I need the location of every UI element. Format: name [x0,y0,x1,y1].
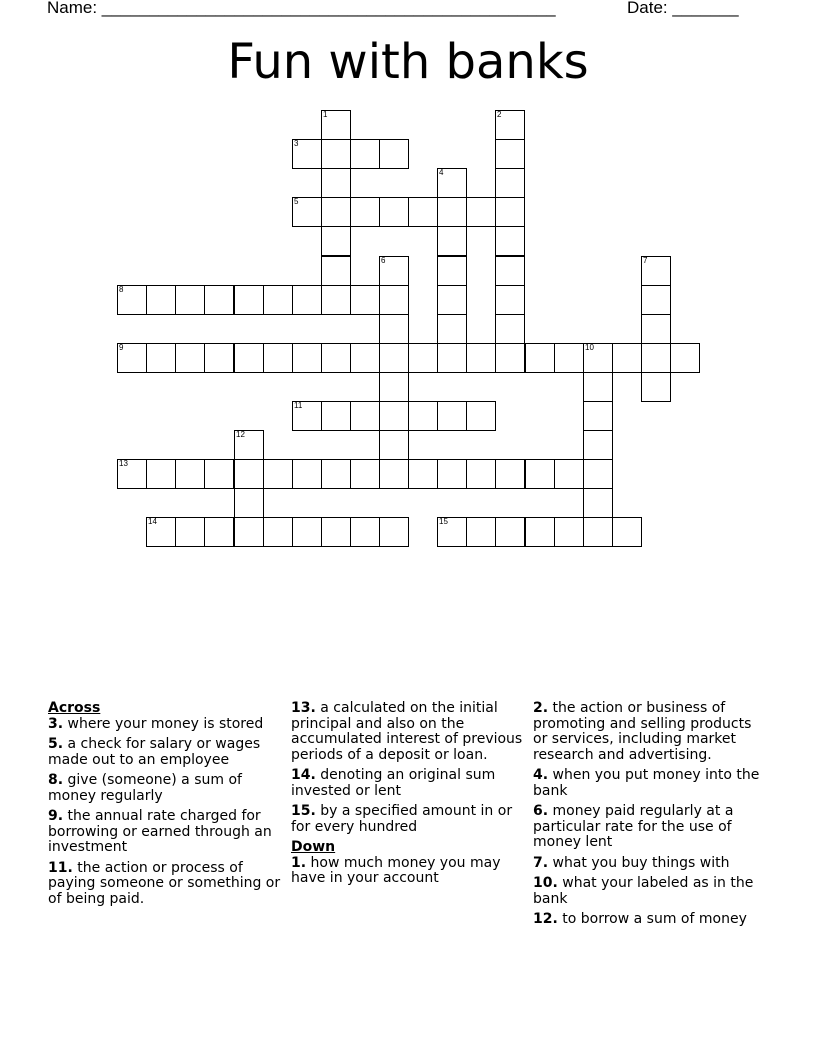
clue-down-12 [533,912,769,928]
crossword-cell[interactable] [583,488,613,518]
clue-down-2 [533,701,769,763]
clue-down-1 [291,856,527,887]
crossword-cell[interactable] [583,372,613,402]
crossword-cell[interactable] [641,314,671,344]
clues-column-2 [291,701,527,892]
clue-text: to borrow a sum of money [562,911,747,927]
crossword-cell[interactable] [641,343,671,373]
crossword-cell[interactable] [321,139,351,169]
crossword-cell[interactable] [175,517,205,547]
crossword-cell[interactable] [234,517,264,547]
crossword-cell[interactable] [379,285,409,315]
cell-number: 7 [643,256,648,265]
crossword-cell[interactable] [379,430,409,460]
crossword-cell[interactable] [495,139,525,169]
crossword-cell[interactable] [321,401,351,431]
crossword-cell[interactable] [204,517,234,547]
crossword-cell[interactable] [495,285,525,315]
clue-number: 10. [533,875,558,891]
crossword-cell[interactable] [350,343,380,373]
crossword-cell[interactable] [292,285,322,315]
clue-text: denoting an original sum invested or lent [291,767,496,799]
crossword-cell[interactable] [234,285,264,315]
clue-across-9 [48,809,284,856]
crossword-cell[interactable] [437,517,467,547]
cell-number: 3 [294,139,299,148]
crossword-cell[interactable] [321,285,351,315]
crossword-cell[interactable] [495,459,525,489]
clue-down-7 [533,856,769,872]
crossword-cell[interactable] [321,256,351,286]
crossword-cell[interactable] [670,343,700,373]
crossword-cell[interactable] [117,459,147,489]
clue-text: where your money is stored [67,715,264,732]
cell-number: 14 [148,517,157,526]
cell-number: 9 [119,343,124,352]
clue-down-6 [533,804,769,851]
date-field-label[interactable]: Date: _______ [627,0,739,17]
crossword-cell[interactable] [350,459,380,489]
crossword-cell[interactable] [437,401,467,431]
crossword-cell[interactable] [437,226,467,256]
crossword-cell[interactable] [495,256,525,286]
crossword-cell[interactable] [292,459,322,489]
crossword-cell[interactable] [292,343,322,373]
clue-across-11 [48,861,284,908]
crossword-cell[interactable] [321,197,351,227]
clue-across-13 [291,701,527,763]
crossword-cell[interactable] [321,459,351,489]
crossword-cell[interactable] [379,139,409,169]
crossword-cell[interactable] [495,343,525,373]
crossword-cell[interactable] [466,459,496,489]
clue-number: 3. [48,715,64,732]
clue-text: what you buy things with [552,854,730,871]
crossword-cell[interactable] [466,343,496,373]
crossword-cell[interactable] [466,517,496,547]
crossword-cell[interactable] [437,285,467,315]
crossword-cell[interactable] [525,343,555,373]
crossword-cell[interactable] [204,285,234,315]
clue-number: 6. [533,803,549,819]
crossword-cell[interactable] [495,314,525,344]
crossword-cell[interactable] [495,110,525,140]
crossword-cell[interactable] [554,459,584,489]
clue-text: money paid regularly at a particular rate for the use of money lent [533,803,734,850]
crossword-cell[interactable] [292,401,322,431]
crossword-cell[interactable] [408,401,438,431]
crossword-cell[interactable] [379,343,409,373]
crossword-cell[interactable] [525,459,555,489]
clue-number: 12. [533,911,558,927]
crossword-cell[interactable] [292,139,322,169]
clue-text: how much money you may have in your account [291,854,501,886]
crossword-cell[interactable] [234,430,264,460]
crossword-cell[interactable] [612,517,642,547]
crossword-cell[interactable] [437,168,467,198]
crossword-cell[interactable] [321,517,351,547]
crossword-cell[interactable] [175,459,205,489]
crossword-cell[interactable] [379,372,409,402]
crossword-cell[interactable] [583,459,613,489]
crossword-cell[interactable] [292,517,322,547]
clue-text: the action or business of promoting and selling products or services, including market research and advertising. [533,700,752,763]
clue-number: 7. [533,854,549,871]
crossword-cell[interactable] [350,285,380,315]
crossword-cell[interactable] [495,226,525,256]
crossword-cell[interactable] [204,459,234,489]
crossword-cell[interactable] [379,197,409,227]
clue-across-14 [291,768,527,799]
clue-text: the annual rate charged for borrowing or earned through an investment [48,808,272,855]
crossword-cell[interactable] [175,343,205,373]
crossword-cell[interactable] [263,517,293,547]
crossword-cell[interactable] [204,343,234,373]
crossword-cell[interactable] [379,459,409,489]
clue-number: 4. [533,767,549,783]
crossword-cell[interactable] [408,343,438,373]
clue-down-10 [533,876,769,907]
clue-text: what your labeled as in the bank [533,875,754,907]
crossword-cell[interactable] [350,197,380,227]
crossword-cell[interactable] [525,517,555,547]
crossword-cell[interactable] [379,401,409,431]
crossword-cell[interactable] [437,197,467,227]
clue-text: the action or process of paying someone or something or of being paid. [48,859,281,907]
crossword-cell[interactable] [379,314,409,344]
cell-number: 5 [294,197,299,206]
crossword-cell[interactable] [641,256,671,286]
crossword-cell[interactable] [146,459,176,489]
crossword-cell[interactable] [437,314,467,344]
cell-number: 15 [439,517,448,526]
crossword-cell[interactable] [350,401,380,431]
crossword-cell[interactable] [641,285,671,315]
crossword-cell[interactable] [583,401,613,431]
crossword-cell[interactable] [554,343,584,373]
crossword-cell[interactable] [263,459,293,489]
crossword-cell[interactable] [495,168,525,198]
crossword-cell[interactable] [583,343,613,373]
cell-number: 2 [497,110,502,119]
clue-across-5 [48,737,284,768]
crossword-cell[interactable] [408,197,438,227]
crossword-cell[interactable] [583,430,613,460]
crossword-cell[interactable] [117,285,147,315]
cell-number: 11 [294,401,303,410]
clue-text: a check for salary or wages made out to an employee [48,736,261,768]
crossword-cell[interactable] [146,285,176,315]
crossword-cell[interactable] [379,256,409,286]
crossword-cell[interactable] [495,517,525,547]
clue-number: 9. [48,808,64,824]
crossword-cell[interactable] [263,285,293,315]
cell-number: 1 [323,110,328,119]
clue-number: 5. [48,736,64,752]
crossword-cell[interactable] [437,256,467,286]
crossword-cell[interactable] [437,459,467,489]
crossword-cell[interactable] [641,372,671,402]
cell-number: 13 [119,459,128,468]
name-field-label[interactable]: Name: ________________________________________________ [47,0,556,17]
crossword-cell[interactable] [234,488,264,518]
clue-text: give (someone) a sum of money regularly [48,772,242,804]
crossword-cell[interactable] [321,226,351,256]
clue-number: 14. [291,767,316,783]
crossword-cell[interactable] [321,343,351,373]
worksheet-header [47,0,747,22]
clue-number: 8. [48,772,64,788]
crossword-cell[interactable] [263,343,293,373]
crossword-cell[interactable] [321,110,351,140]
across-heading: Across [48,700,101,716]
clue-text: by a specified amount in or for every hundred [291,803,513,835]
cell-number: 8 [119,285,124,294]
crossword-cell[interactable] [350,517,380,547]
page-title: Fun with banks [227,34,589,90]
clues-column-1 [48,701,284,912]
clue-number: 2. [533,700,549,716]
crossword-cell[interactable] [117,343,147,373]
crossword-cell[interactable] [408,459,438,489]
crossword-cell[interactable] [495,197,525,227]
clue-text: when you put money into the bank [533,767,760,799]
clue-number: 13. [291,700,316,716]
clue-across-8 [48,773,284,804]
crossword-cell[interactable] [321,168,351,198]
crossword-cell[interactable] [437,343,467,373]
clue-down-4 [533,768,769,799]
crossword-cell[interactable] [234,459,264,489]
crossword-cell[interactable] [234,343,264,373]
crossword-cell[interactable] [292,197,322,227]
cell-number: 6 [381,256,386,265]
clue-text: a calculated on the initial principal and also on the accumulated interest of previous periods of a deposit or loan. [291,700,523,763]
cell-number: 12 [236,430,245,439]
cell-number: 4 [439,168,444,177]
crossword-cell[interactable] [612,343,642,373]
down-heading: Down [291,839,336,855]
crossword-cell[interactable] [583,517,613,547]
crossword-cell[interactable] [554,517,584,547]
clue-across-3 [48,717,284,733]
clue-number: 1. [291,854,307,871]
crossword-cell[interactable] [175,285,205,315]
clues-column-3 [533,701,769,933]
cell-number: 10 [585,343,594,352]
crossword-cell[interactable] [379,517,409,547]
clue-number: 15. [291,803,316,819]
crossword-cell[interactable] [466,197,496,227]
clue-across-15 [291,804,527,835]
clue-number: 11. [48,859,73,876]
crossword-cell[interactable] [146,343,176,373]
crossword-cell[interactable] [466,401,496,431]
crossword-cell[interactable] [146,517,176,547]
crossword-cell[interactable] [350,139,380,169]
